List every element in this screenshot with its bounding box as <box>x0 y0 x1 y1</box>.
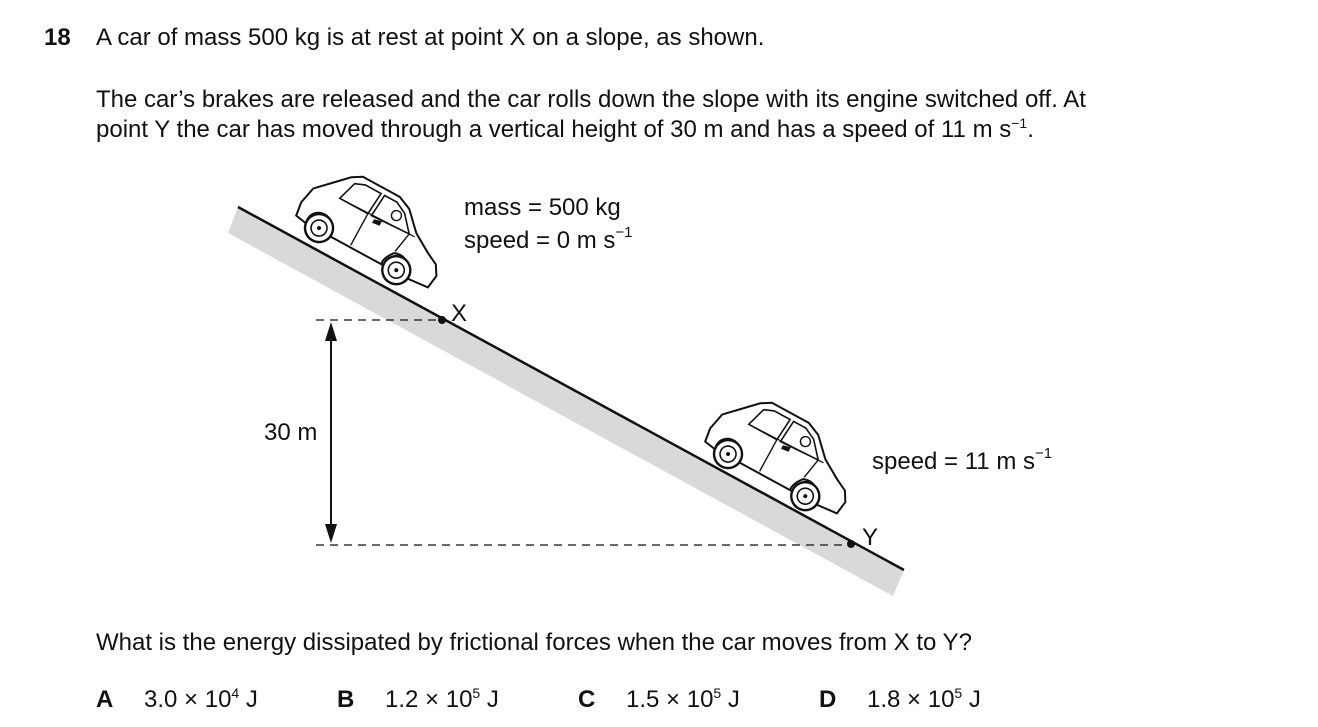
answer-options <box>0 686 1318 722</box>
speed-x-exponent: −1 <box>615 224 633 241</box>
option-c-exponent: 5 <box>713 685 722 701</box>
speed-x-text: speed = 0 m s <box>464 227 616 254</box>
point-y-dot <box>847 540 855 548</box>
option-d-exponent: 5 <box>954 685 963 701</box>
option-b-letter: B <box>337 686 355 713</box>
option-a-unit: J <box>239 686 258 713</box>
speed-y-label <box>872 445 1052 475</box>
option-c-letter: C <box>578 686 596 713</box>
option-b-exponent: 5 <box>472 685 481 701</box>
option-b-mantissa: 1.2 × 10 <box>385 686 473 713</box>
slope-line <box>238 207 904 570</box>
option-a[interactable] <box>96 686 258 714</box>
option-a-mantissa: 3.0 × 10 <box>144 686 232 713</box>
height-label: 30 m <box>264 419 318 446</box>
option-a-letter: A <box>96 686 114 713</box>
question-prompt: What is the energy dissipated by frictional forces when the car moves from X to Y? <box>96 629 972 656</box>
point-x-label: X <box>451 300 468 327</box>
option-c-unit: J <box>721 686 740 713</box>
description-exponent: −1 <box>1011 115 1028 131</box>
description-text: point Y the car has moved through a vertical height of 30 m and has a speed of 11 m s <box>96 116 1012 143</box>
speed-y-text: speed = 11 m s <box>872 448 1035 475</box>
mass-label: mass = 500 kg <box>464 194 621 221</box>
point-y-label: Y <box>862 524 879 551</box>
option-c-mantissa: 1.5 × 10 <box>626 686 714 713</box>
option-c[interactable] <box>578 686 740 714</box>
question-intro: A car of mass 500 kg is at rest at point X on a slope, as shown. <box>96 24 765 51</box>
speed-x-label <box>464 224 633 254</box>
option-d-unit: J <box>962 686 981 713</box>
description-period: . <box>1027 116 1034 143</box>
option-b[interactable] <box>337 686 499 714</box>
option-b-unit: J <box>480 686 499 713</box>
option-d-letter: D <box>819 686 837 713</box>
option-a-exponent: 4 <box>231 685 240 701</box>
height-arrow-up <box>325 322 337 341</box>
speed-y-exponent: −1 <box>1034 445 1053 462</box>
height-arrow-down <box>325 524 337 543</box>
option-d[interactable] <box>819 686 981 714</box>
question-number: 18 <box>44 24 71 51</box>
point-x-dot <box>438 316 446 324</box>
question-description-line1: The car’s brakes are released and the car rolls down the slope with its engine switched off. At <box>96 86 1086 113</box>
option-d-mantissa: 1.8 × 10 <box>867 686 955 713</box>
